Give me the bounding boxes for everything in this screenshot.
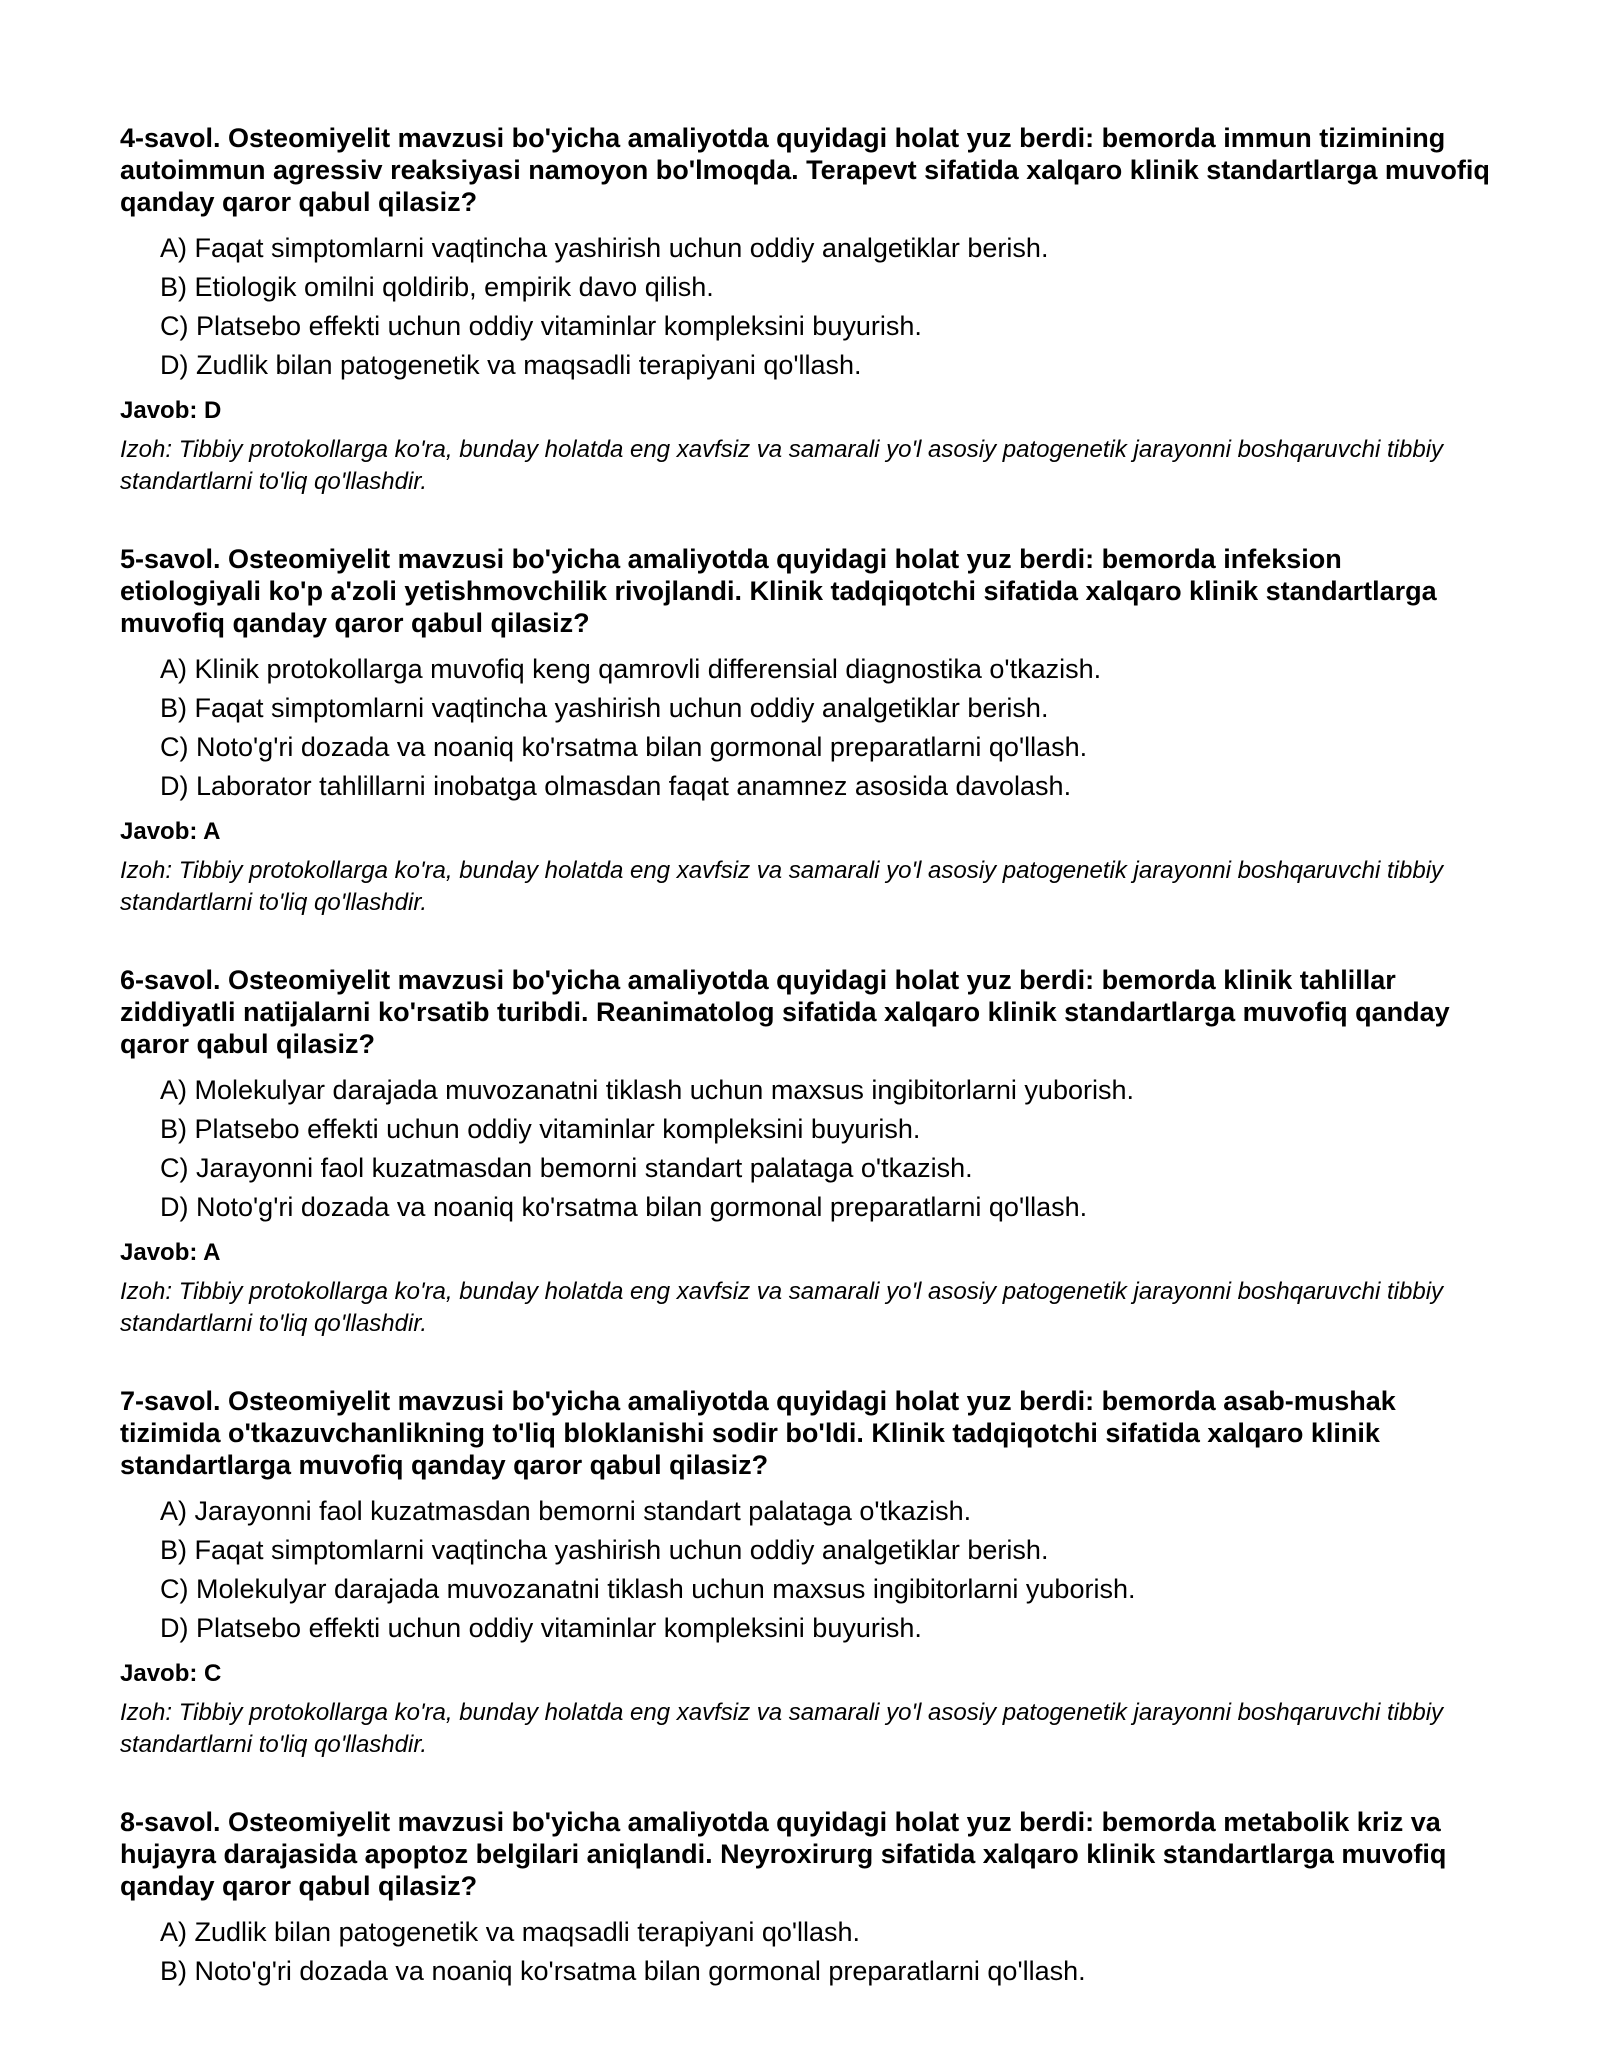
- explanation-note: Izoh: Tibbiy protokollarga ko'ra, bunday holatda eng xavfsiz va samarali yo'l asosiy patogenetik jarayonni boshqaruvchi tibbiy standartlarni to'liq qo'llashdir.: [120, 436, 1444, 495]
- option-b: B) Etiologik omilni qoldirib, empirik davo qilish.: [160, 272, 714, 302]
- question-7: [120, 1385, 1490, 1761]
- explanation-note: Izoh: Tibbiy protokollarga ko'ra, bunday holatda eng xavfsiz va samarali yo'l asosiy patogenetik jarayonni boshqaruvchi tibbiy standartlarni to'liq qo'llashdir.: [120, 1278, 1444, 1337]
- question-text: 5-savol. Osteomiyelit mavzusi bo'yicha amaliyotda quyidagi holat yuz berdi: bemorda infeksion etiologiyali ko'p a'zoli yetishmovchilik rivojlandi. Klinik tadqiqotchi sifatida xalqaro klinik standartlarga muvofiq qanday qaror qabul qilasiz?: [120, 544, 1437, 638]
- option-b: B) Faqat simptomlarni vaqtincha yashirish uchun oddiy analgetiklar berish.: [160, 1535, 1049, 1565]
- option-a: A) Faqat simptomlarni vaqtincha yashirish uchun oddiy analgetiklar berish.: [160, 233, 1049, 263]
- option-d: D) Zudlik bilan patogenetik va maqsadli terapiyani qo'llash.: [160, 350, 862, 380]
- answer-label: Javob: D: [120, 397, 222, 424]
- option-c: C) Molekulyar darajada muvozanatni tiklash uchun maxsus ingibitorlarni yuborish.: [160, 1574, 1136, 1604]
- question-text: 6-savol. Osteomiyelit mavzusi bo'yicha amaliyotda quyidagi holat yuz berdi: bemorda klinik tahlillar ziddiyatli natijalarni ko'rsatib turibdi. Reanimatolog sifatida xalqaro klinik standartlarga muvofiq qanday qaror qabul qilasiz?: [120, 965, 1450, 1059]
- option-b: B) Faqat simptomlarni vaqtincha yashirish uchun oddiy analgetiklar berish.: [160, 693, 1049, 723]
- question-text: 7-savol. Osteomiyelit mavzusi bo'yicha amaliyotda quyidagi holat yuz berdi: bemorda asab-mushak tizimida o'tkazuvchanlikning to'liq bloklanishi sodir bo'ldi. Klinik tadqiqotchi sifatida xalqaro klinik standartlarga muvofiq qanday qaror qabul qilasiz?: [120, 1386, 1396, 1480]
- question-6: [120, 964, 1490, 1340]
- option-list: [160, 1913, 1490, 1991]
- explanation-note: Izoh: Tibbiy protokollarga ko'ra, bunday holatda eng xavfsiz va samarali yo'l asosiy patogenetik jarayonni boshqaruvchi tibbiy standartlarni to'liq qo'llashdir.: [120, 1699, 1444, 1758]
- question-5: [120, 543, 1490, 919]
- answer-label: Javob: A: [120, 818, 221, 845]
- option-b: B) Noto'g'ri dozada va noaniq ko'rsatma bilan gormonal preparatlarni qo'llash.: [160, 1956, 1086, 1986]
- option-c: C) Noto'g'ri dozada va noaniq ko'rsatma bilan gormonal preparatlarni qo'llash.: [160, 732, 1088, 762]
- option-c: C) Jarayonni faol kuzatmasdan bemorni standart palataga o'tkazish.: [160, 1153, 973, 1183]
- option-b: B) Platsebo effekti uchun oddiy vitaminlar kompleksini buyurish.: [160, 1114, 921, 1144]
- option-list: [160, 1071, 1490, 1227]
- question-text: 4-savol. Osteomiyelit mavzusi bo'yicha amaliyotda quyidagi holat yuz berdi: bemorda immun tizimining autoimmun agressiv reaksiyasi namoyon bo'lmoqda. Terapevt sifatida xalqaro klinik standartlarga muvofiq qanday qaror qabul qilasiz?: [120, 123, 1490, 217]
- option-list: [160, 650, 1490, 806]
- option-a: A) Jarayonni faol kuzatmasdan bemorni standart palataga o'tkazish.: [160, 1496, 972, 1526]
- question-text: 8-savol. Osteomiyelit mavzusi bo'yicha amaliyotda quyidagi holat yuz berdi: bemorda metabolik kriz va hujayra darajasida apoptoz belgilari aniqlandi. Neyroxirurg sifatida xalqaro klinik standartlarga muvofiq qanday qaror qabul qilasiz?: [120, 1807, 1447, 1901]
- option-c: C) Platsebo effekti uchun oddiy vitaminlar kompleksini buyurish.: [160, 311, 922, 341]
- answer-label: Javob: A: [120, 1239, 221, 1266]
- option-a: A) Zudlik bilan patogenetik va maqsadli terapiyani qo'llash.: [160, 1917, 861, 1947]
- answer-label: Javob: C: [120, 1660, 222, 1687]
- question-8: [120, 1806, 1490, 1991]
- option-list: [160, 229, 1490, 385]
- option-d: D) Noto'g'ri dozada va noaniq ko'rsatma bilan gormonal preparatlarni qo'llash.: [160, 1192, 1088, 1222]
- explanation-note: Izoh: Tibbiy protokollarga ko'ra, bunday holatda eng xavfsiz va samarali yo'l asosiy patogenetik jarayonni boshqaruvchi tibbiy standartlarni to'liq qo'llashdir.: [120, 857, 1444, 916]
- option-a: A) Klinik protokollarga muvofiq keng qamrovli differensial diagnostika o'tkazish.: [160, 654, 1102, 684]
- question-4: [120, 122, 1490, 498]
- option-list: [160, 1492, 1490, 1648]
- option-d: D) Laborator tahlillarni inobatga olmasdan faqat anamnez asosida davolash.: [160, 771, 1072, 801]
- option-d: D) Platsebo effekti uchun oddiy vitaminlar kompleksini buyurish.: [160, 1613, 922, 1643]
- option-a: A) Molekulyar darajada muvozanatni tiklash uchun maxsus ingibitorlarni yuborish.: [160, 1075, 1134, 1105]
